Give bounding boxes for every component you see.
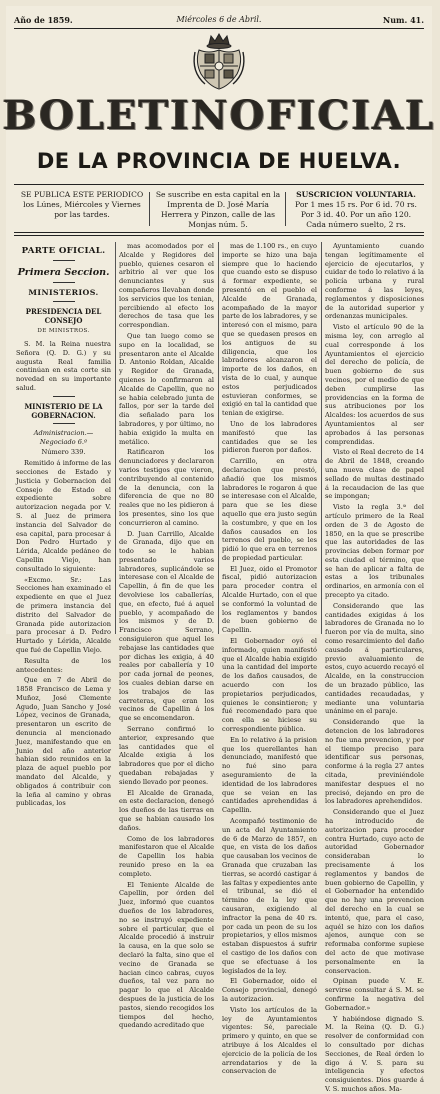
article-paragraph: El Juez, oido el Promotor fiscal, pidió autorizacion para proceder contra el Alcalde Hurtado, con el que se conformó la voluntad de los reglamentos y bandos de buen gobierno de Capellin.: [222, 564, 317, 635]
article-paragraph: En lo relativo á la prision que los querellantes han denunciado, manifestó que no fué sino para aseguramiento de la identidad de los labradores que se veian en las cantidades aprehendidas á Capellin.: [222, 735, 317, 815]
article-paragraph: Como de los labradores manifestaron que el Alcalde de Capellin los habia reunido preso en la ea completo.: [119, 834, 214, 878]
royal-crest-icon: [191, 32, 247, 92]
article-paragraph: El Teniente Alcalde de Capellin, por órden del Juez, informó que cuantos dueños de los labradores, no se instruyó expediente sobre el particular, que el Alcalde procedió á instruir la causa, en la que solo se declaró la falta, sino que el vecino de Granada se hacian cinco cabras, cuyos dueños, tal vez para no pagar lo que el Alcalde despues de la justicia de los pastos, siendo recogidos los tiempos del hecho, quedando acreditado que: [119, 880, 214, 1030]
price-line: Por 1 mes 15 rs. Por 6 id. 70 rs.: [295, 200, 417, 209]
column-1: [16, 242, 111, 808]
single-issue-price: Cada número suelto, 2 rs.: [306, 220, 406, 229]
article-paragraph: Considerando que la detencion de los labradores no fue una prevencion, y por el tiempo preciso para identificar sus personas, conforme á la regla 27 antes citada, previniéndole manifestar despues el no precisó, dejando en pro de los labradores aprehendidos.: [325, 718, 424, 806]
article-paragraph: D. Juan Carrillo, Alcalde de Granada, dijo que en todo se le habian presentado varios labradores, suplicándole se interesase con el Alcalde de Capellin, á fin de que les devolviese los caballerías, que, en efecto, fué á aquel pueblo, y acompañado de los mismos y de D. Francisco Serrano, consiguieron que aquel les rebajase las cantidades que por dichas les exigia, á 40 reales por caballería y 10 por cada jornal de peones, los cuales debian darse en los trabajos de las carreteras, que eran los vecinos de Capellin á los que se encomendaron.: [119, 529, 214, 723]
administration-line: Administracion.—Negociado 6.º: [33, 428, 94, 446]
column-divider: [115, 242, 116, 634]
article-paragraph: Resulta de los antecedentes:: [16, 656, 111, 674]
article-paragraph: Considerando que el Juez ha introducido de autorizacion para proceder contra Hurtado, cuyo acto de autoridad Gobernador consideraban lo precisamente á los reglamentos y bandos de buen gobierno de Capellin, y el Gobernador ha entendido que no hay una prevencion del derecho en la cual se intentó, que, para el caso, aquél se hizo con los daños ajenos, aunque con se reformaba conforme supiese del acto de que motivase personalmente en la conservacion.: [325, 808, 424, 975]
ministries-heading: MINISTERIOS.: [28, 288, 99, 297]
article-paragraph: Considerando que las cantidades exigidas á los labradores de Granada no lo fueron por vía de multa, sino como resarcimiento del daño causado á particulares, previo avaluamiento de estos, cuyo acuerdo recayó el Alcalde, en la construccion de un brazado público, las cantidades recaudadas, y mediante una voluntaria unánime en el paraje.: [325, 601, 424, 716]
article-paragraph: Remitido á informe de las secciones de Estado y Justicia y Gobernacion del Consejo de Estado el expediente sobre autorizacion negada por V. S. al Juez de primera instancia del Salvador de esa capital, para procesar á Don Pedro Hurtado y Lérida, Alcalde pedáneo de Capellin Viejo, han consultado lo siguiente:: [16, 459, 111, 573]
top-rule: [14, 28, 424, 29]
subsection-heading: Primera Seccion.: [17, 267, 110, 278]
date-label: Miércoles 6 de Abril.: [176, 15, 262, 24]
article-paragraph: Visto el Real decreto de 14 de Abril de 1848, creando una nueva clase de papel sellado de multas destinado á la recaudacion de las que se impongan;: [325, 448, 424, 501]
article-paragraph: mas de 1.100 rs., en cuyo importe se hizo una baja siempre que lo haciendo que cuando esto se dispuso á formar expediente, se presentó en el pueblo el Alcalde de Granada, acompañado de la mayor parte de los labradores, y se interesó con el mismo, para que se quedasen presos en los antiguos de su diligencia, que los labradores alcanzaron el importe de los daños, en vista de lo cual, y aunque estos perjudicados estuvieran conformes, se exigió en tal la cantidad que tenian de exigirse.: [222, 242, 318, 418]
article-paragraph: Visto el artículo 90 de la misma ley, con arreglo al cual corresponde á los Ayuntamientos el ejercicio del derecho de policía, de buen gobierno de sus vecinos, por el medio de que deben cumplirse las providencias en la forma de sus atribuciones por los Alcaldes: los acuerdos de sus Ayuntamientos al ser aprobados á las personas comprendidas.: [325, 323, 424, 446]
article-paragraph: El Gobernador, oido el Consejo provincial, denegó la autorizacion.: [222, 977, 317, 1003]
publication-schedule: SE PUBLICA ESTE PERIODICO los Lúnes, Miércoles y Viernes por las tardes.: [20, 190, 144, 219]
article-paragraph: Visto los artículos de la ley de Ayuntamientos vigentes: Sé, pareciale primero y quinto, en que se atribuye á los Alcaldes el ejercicio de la policía de los arrendatarios y de la conservacion de: [222, 1005, 317, 1076]
price-line: Por 3 id. 40. Por un año 120.: [300, 210, 412, 219]
article-paragraph: Acompañó testimonio de un acta del Ayuntamiento de 6 de Marzo de 1857, en que, en vista de los daños que causaban los vecinos de Granada que cruzaban las tierras, se acordó castigar á las faltas y expedientes ante el tribunal, se dió el término de la ley que causaran, exigiendo al infractor la pena de 40 rs. por cada un peon de su los propietarios, y ellos mismos estaban dispuestos á sufrir el castigo de los daños con que se efectuase á los legislados de la ley.: [222, 817, 317, 975]
section-heading: PARTE OFICIAL.: [21, 246, 106, 256]
article-paragraph: Ayuntamiento cuando tengan legítimamente el ejercicio de ejecutarlos, y cuidar de todo lo relativo á la policía urbana y rural conforme á las leyes, reglamentos y disposiciones de la autoridad superior y ordenanzas municipales.: [325, 242, 424, 321]
article-paragraph: Opinan puede V. E. servirse consultar á S. M. se confirme la negativa del Gobernador.»: [325, 977, 424, 1012]
issue-number: Num. 41.: [382, 15, 424, 25]
document-number: Número 339.: [41, 448, 86, 457]
ministry-heading: MINISTERIO DE LA GOBERNACION.: [24, 401, 103, 420]
column-divider: [218, 242, 219, 634]
column-divider: [321, 242, 322, 634]
article-paragraph: Carrillo, en otra declaracion que prestó, añadió que los mismos labradores le rogaron á que se interesase con el Alcalde, para que se les diese aquello que era justo según la costumbre, y que en los daños causados en los terrenos del pueblo, se les pidió lo que era en terrenos de propiedad particular.: [222, 457, 317, 562]
article-paragraph: Ratificaron los denunciadores y declararon varios testigos que vieron, contribuyendo al contenido de la denuncia, con la diferencia de que no 80 reales que no les pidieron á los presentes, sino los que concurrieron al camino.: [119, 448, 214, 527]
dateline: [14, 13, 424, 27]
article-paragraph: «Excmo. Sr.: Las Secciones han examinado el expediente en que el Juez de primera instancia del distrito del Salvador de Granada pide autorizacion para procesar á D. Pedro Hurtado y Lérida, Alcalde que fué de Capellin Viejo.: [16, 575, 111, 654]
newspaper-page: [2, 6, 436, 1093]
subscription-title: SUSCRICION VOLUNTARIA.: [296, 190, 416, 199]
article-paragraph: mas acomodados por el Alcalde y Regidores del pueblo, quienes cesaron el arbitrio al ver que los denunciantes y sus compañeros llevaban donde los servicios que los tenian, percibiendo al efecto los derechos de tasa que les correspondian.: [119, 242, 214, 330]
presidency-subheading: DE MINISTROS.: [37, 328, 90, 334]
article-paragraph: El Gobernador oyó el informado, quien manifestó que el Alcalde habia exigido una la cantidad del importe de los daños causados, de acuerdo con los propietarios perjudicados, quienes le consintieron; y fué recomendado para que con ella se hiciese su correspondiente pública.: [222, 637, 317, 734]
column-3: [222, 242, 318, 1076]
masthead-subtitle: DE LA PROVINCIA DE HUELVA.: [36, 149, 402, 173]
info-divider: [149, 192, 150, 226]
article-paragraph: Visto la regla 3.ª del artículo primero de la Real orden de 3 de Agosto de 1850, en la que se prescribe que las autoridades de las provincias deben formar por esta ciudad el término, que se han de aplicar a falta de estas a los tribunales ordinarios, en armonía con el precepto ya citado.: [325, 503, 424, 600]
article-paragraph: Serrano confirmó lo anterior, expresando que las cantidades que el Alcalde exigia á los labradores que por el dicho quedaban rebajadas y siendo llevado por peones.: [119, 725, 214, 786]
column-2: [119, 242, 214, 1030]
info-bottom-rule: [14, 235, 424, 236]
article-paragraph: Uno de los labradores manifestó que las cantidades que se les pidieron fueron por daños.: [222, 419, 317, 455]
info-divider: [285, 192, 286, 226]
article-paragraph: Que tan luego como se supo en la localidad, se presentaron ante el Alcalde D. Antonio Roldan, Alcalde y Regidor de Granada, quienes lo confirmaron al Alcalde de Capellin, que no se habia celebrado junta de fallos, por ser la tarde del dia señalado para los labradores, y por último, no habia exigido la multa en metálico.: [119, 331, 214, 446]
article-paragraph: El Alcalde de Granada, en este declaracion, denegó los dueños de las tierras en que se habian causado los daños.: [119, 788, 214, 832]
article-paragraph: S. M. la Reina nuestra Señora (Q. D. G.) y su augusta Real familia continúan en esta corte sin novedad en su importante salud.: [16, 340, 111, 392]
year-label: Año de 1859.: [14, 15, 73, 25]
info-top-rule: [14, 184, 424, 185]
info-bottom-rule: [14, 232, 424, 233]
masthead-word-oficial: OFICIAL: [229, 92, 436, 139]
subscription-place: Se suscribe en esta capital en la Imprenta de D. José María Herrera y Pinzon, calle de las Monjas núm. 5.: [155, 190, 281, 229]
article-paragraph: Que en 7 de Abril de 1858 Francisco de Lema y Muñoz, José Clemente Agudo, Juan Sancho y José López, vecinos de Granada, presentaron un escrito de denuncia al mencionado Juez, manifestando que en Junio del año anterior habian sido reunidos en la plaza de aquel pueblo por mandato del Alcalde, y obligados á contribuir con la leña al camino y obras publicadas, los: [16, 676, 111, 808]
presidency-heading: PRESIDENCIA DEL CONSEJO: [25, 307, 102, 325]
article-paragraph: Y habiéndose dignado S. M. la Reina (Q. D. G.) resolver de conformidad con lo consultado por dichas Secciones, de Real órden lo digo á V. S. para su inteligencia y efectos consiguientes. Dios guarde á V. S. muchos años. Ma-: [325, 1014, 424, 1093]
subscription-prices: [288, 190, 424, 230]
masthead: [2, 90, 436, 142]
masthead-word-boletin: BOLETIN: [2, 92, 230, 139]
column-4: [325, 242, 424, 1093]
